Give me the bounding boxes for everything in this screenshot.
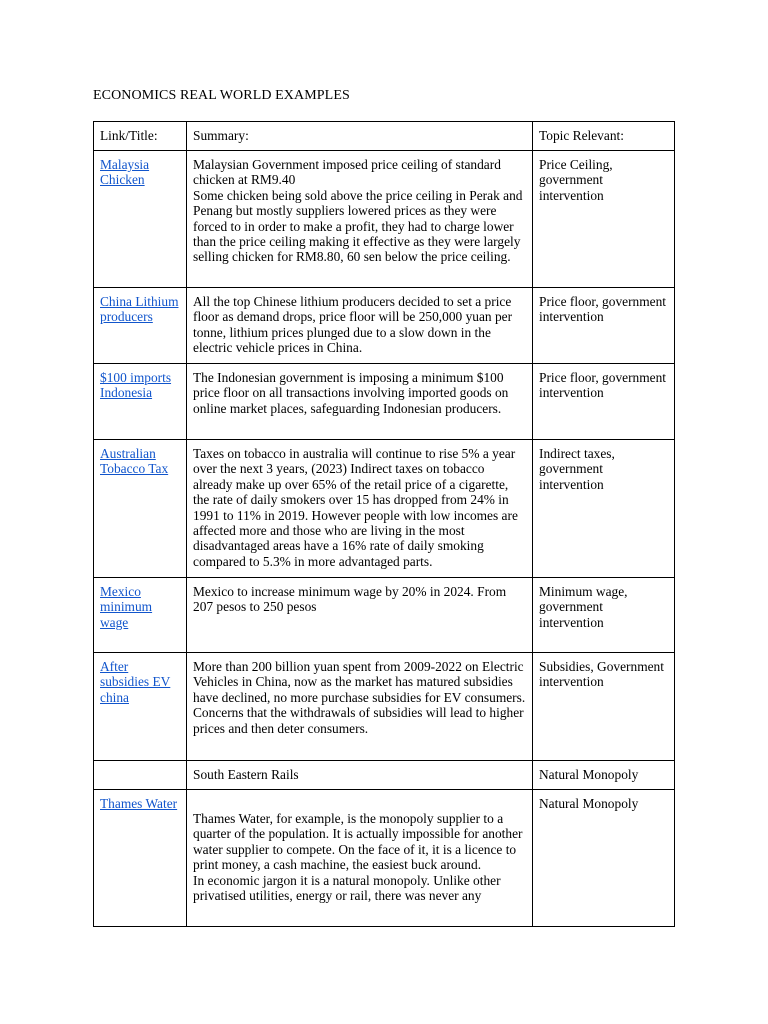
table-row (94, 440, 675, 578)
topic-cell: Indirect taxes, government intervention (533, 440, 675, 578)
topic-cell: Minimum wage, government intervention (533, 578, 675, 653)
topic-cell: Price floor, government intervention (533, 288, 675, 364)
summary-text: All the top Chinese lithium producers decided to set a price floor as demand drops, price floor will be 250,000 yuan per tonne, lithium prices plunged due to a slow down in the electric vehicle prices in China. (193, 294, 513, 356)
link-thames-water[interactable]: Thames Water (100, 796, 178, 811)
summary-cell (187, 151, 533, 288)
summary-text: Some chicken being sold above the price ceiling in Perak and Penang but mostly suppliers lowered prices as they were forced to in order to make a profit, they had to charge lower than the price ceiling making it effective as they were largely selling chicken for RM8.80, 60 sen below the price ceiling. (193, 187, 523, 265)
blank-line (193, 796, 526, 811)
summary-cell (187, 578, 533, 653)
document-title: ECONOMICS REAL WORLD EXAMPLES (93, 88, 350, 103)
table-row (94, 578, 675, 653)
table-header-row (94, 122, 675, 151)
link-100-imports-indonesia[interactable]: $100 imports Indonesia (100, 370, 172, 401)
topic-cell: Price floor, government intervention (533, 364, 675, 440)
link-cell (94, 790, 187, 927)
examples-table (93, 121, 675, 927)
summary-text: Malaysian Government imposed price ceiling of standard chicken at RM9.40 (193, 157, 501, 188)
summary-text: The Indonesian government is imposing a minimum $100 price floor on all transactions involving imported goods on online market places, safeguarding Indonesian producers. (193, 370, 509, 416)
summary-cell (187, 440, 533, 578)
link-after-subsidies-ev-china[interactable]: After subsidies EV china (100, 659, 171, 705)
link-cell (94, 578, 187, 653)
header-topic-relevant: Topic Relevant: (533, 122, 675, 151)
link-cell (94, 440, 187, 578)
topic-cell: Natural Monopoly (533, 790, 675, 927)
link-malaysia-chicken[interactable]: Malaysia Chicken (100, 157, 150, 188)
link-china-lithium-producers[interactable]: China Lithium producers (100, 294, 179, 325)
summary-cell (187, 288, 533, 364)
table-row (94, 288, 675, 364)
link-cell (94, 653, 187, 761)
summary-text: In economic jargon it is a natural monopoly. Unlike other privatised utilities, energy or rail, there was never any (193, 872, 501, 904)
summary-cell (187, 761, 533, 790)
link-cell-empty (94, 761, 187, 790)
summary-cell (187, 653, 533, 761)
header-summary: Summary: (187, 122, 533, 151)
summary-cell (187, 364, 533, 440)
header-link-title: Link/Title: (94, 122, 187, 151)
summary-text: Taxes on tobacco in australia will continue to rise 5% a year over the next 3 years, (2023) Indirect taxes on tobacco already make up over 65% of the retail price of a cigarette, the rate of daily smokers over 15 has dropped from 24% in 1991 to 11% in 2019. However people with low incomes are affected more and those who are living in the most disadvantaged areas have a 16% rate of daily smoking compared to 5.3% in more advantaged parts. (193, 446, 518, 569)
link-cell (94, 364, 187, 440)
topic-cell: Price Ceiling, government intervention (533, 151, 675, 288)
summary-text: Thames Water, for example, is the monopoly supplier to a quarter of the population. It is actually impossible for another water supplier to compete. On the face of it, it is a licence to print money, a cash machine, the easiest buck around. (193, 811, 523, 873)
summary-cell (187, 790, 533, 927)
table-row (94, 364, 675, 440)
summary-text: Mexico to increase minimum wage by 20% in 2024. From 207 pesos to 250 pesos (193, 584, 507, 615)
link-mexico-minimum-wage[interactable]: Mexico minimum wage (100, 584, 153, 630)
summary-text: South Eastern Rails (193, 767, 299, 782)
topic-cell: Subsidies, Government intervention (533, 653, 675, 761)
link-cell (94, 288, 187, 364)
table-row (94, 151, 675, 288)
summary-text: More than 200 billion yuan spent from 2009-2022 on Electric Vehicles in China, now as the market has matured subsidies have declined, no more purchase subsidies for EV consumers. Concerns that the withdrawals of subsidies will lead to higher prices and then deter consumers. (193, 659, 526, 736)
link-australian-tobacco-tax[interactable]: Australian Tobacco Tax (100, 446, 169, 477)
table-row (94, 653, 675, 761)
table-row (94, 790, 675, 927)
link-cell (94, 151, 187, 288)
table-row (94, 761, 675, 790)
topic-cell: Natural Monopoly (533, 761, 675, 790)
